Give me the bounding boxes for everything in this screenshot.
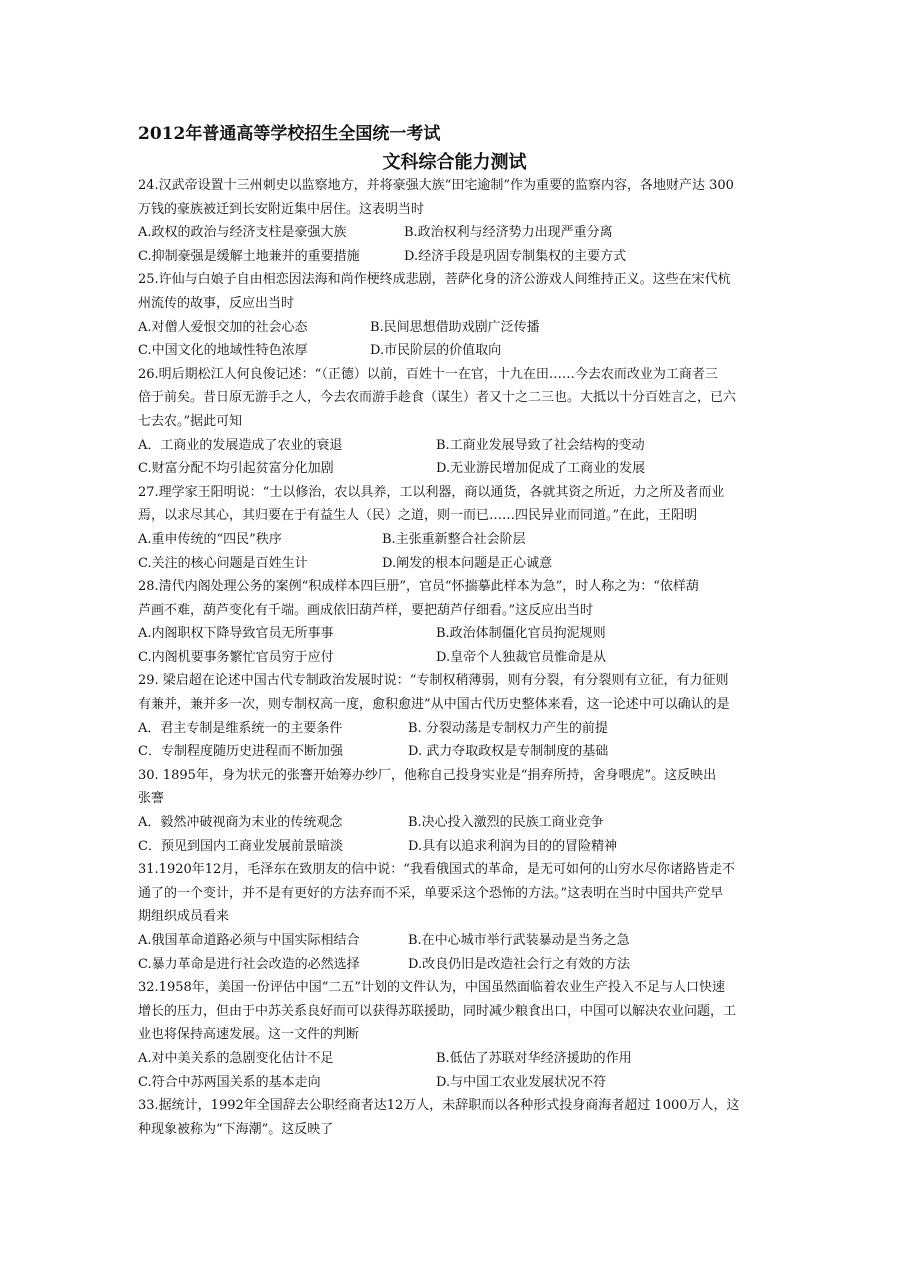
question-32 [138,976,774,1094]
question-stem [138,764,774,811]
answer-option-d: D.与中国工农业发展状况不符 [436,1074,607,1090]
question-stem-line: 30. 1895年，身为状元的张謇开始筹办纱厂，他称自己投身实业是“捐弃所持，舍身喂虎”。这反映出 [138,767,717,783]
question-stem [138,669,774,716]
question-29 [138,669,774,763]
question-stem [138,575,774,622]
question-stem-line: 29. 梁启超在论述中国古代专制政治发展时说：“专制权稍薄弱，则有分裂，有分裂则有立征，有力征则 [138,673,729,689]
answer-option-d: D.经济手段是巩固专制集权的主要方式 [404,248,627,264]
question-stem-line: 28.清代内阁处理公务的案例“积成样本四巨册”，官员“怀揣摹此样本为急”，时人称之为：“依样葫 [138,579,699,595]
exam-subtitle: 文科综合能力测试 [382,152,527,173]
answer-option-c: C.中国文化的地域性特色浓厚 [138,343,308,359]
answer-option-a: A.内阁职权下降导致官员无所事事 [138,626,334,642]
answer-option-b: B.政治权利与经济势力出现严重分离 [404,225,613,241]
question-stem-line: 31.1920年12月，毛泽东在致朋友的信中说：“我看俄国式的革命，是无可如何的山穷水尽你诸路皆走不 [138,862,735,878]
question-27 [138,481,774,575]
answer-option-a: A.对僧人爱恨交加的社会心态 [138,319,308,335]
answer-options [138,717,774,764]
question-stem-line: 26.明后期松江人何良俊记述：“（正德）以前，百姓十一在官，十九在田……今去农而改业为工商者三 [138,366,718,382]
answer-options [138,929,774,976]
question-stem [138,481,774,528]
question-stem-line: 有兼并，兼并多一次，则专制权高一度，愈积愈进”从中国古代历史整体来看，这一论述中可以确认的是 [138,697,730,713]
question-stem [138,363,774,434]
question-stem-line: 通了的一个变计，并不是有更好的方法弃而不采，单要采这个恐怖的方法。”这表明在当时中国共产党早 [138,885,724,901]
answer-option-c: C.暴力革命是进行社会改造的必然选择 [138,956,360,972]
question-stem-line: 24.汉武帝设置十三州刺史以监察地方，并将豪强大族“田宅逾制”作为重要的监察内容，各地财产达 300 [138,178,734,193]
question-31 [138,858,774,976]
question-stem-line: 25.许仙与白娘子自由相恋因法海和尚作梗终成悲剧，菩萨化身的济公游戏人间维持正义。这些在宋代杭 [138,272,731,288]
answer-option-a: A．毅然冲破视商为末业的传统观念 [138,815,343,831]
answer-option-b: B.决心投入激烈的民族工商业竞争 [408,815,604,831]
question-stem-line: 七去农。”据此可知 [138,413,243,429]
question-stem-line: 33.据统计，1992年全国辞去公职经商者达12万人，未辞职而以各种形式投身商海者超过 1000万人，这 [138,1098,740,1114]
answer-option-d: D.皇帝个人独裁官员惟命是从 [436,649,607,665]
answer-option-a: A．工商业的发展造成了农业的衰退 [138,437,343,453]
answer-option-d: D. 武力夺取政权是专制制度的基础 [408,744,609,760]
answer-options [138,622,774,669]
answer-option-d: D.无业游民增加促成了工商业的发展 [436,461,646,477]
answer-option-a: A.政权的政治与经济支柱是豪强大族 [138,225,347,241]
question-stem-line: 焉，以求尽其心，其归要在于有益生人（民）之道，则一而已……四民异业而同道。”在此，王阳明 [138,508,698,524]
answer-option-a: A.对中美关系的急剧变化估计不足 [138,1050,334,1066]
question-30 [138,764,774,858]
answer-option-b: B.主张重新整合社会阶层 [382,531,526,547]
question-stem-line: 张謇 [138,791,165,807]
answer-option-b: B.在中心城市举行武装暴动是当务之急 [408,933,630,948]
answer-options [138,528,774,575]
question-stem [138,268,774,315]
answer-option-b: B.民间思想借助戏剧广泛传播 [370,319,540,335]
answer-option-a: A.重申传统的“四民”秩序 [138,531,282,547]
answer-option-c: C.内阁机要事务繁忙官员穷于应付 [138,649,334,665]
answer-option-b: B.工商业发展导致了社会结构的变动 [436,437,645,453]
question-33 [138,1094,774,1141]
question-stem-line: 州流传的故事，反应出当时 [138,295,295,311]
answer-option-a: A．君主专制是维系统一的主要条件 [138,720,343,736]
question-stem-line: 芦画不难，葫芦变化有千端。画成依旧葫芦样，要把葫芦仔细看。”这反应出当时 [138,602,594,618]
question-25 [138,268,774,362]
answer-option-d: D.具有以追求利润为目的的冒险精神 [408,838,618,854]
question-28 [138,575,774,669]
answer-option-c: C．专制程度随历史进程而不断加强 [138,744,343,760]
question-stem-line: 种现象被称为“下海潮”。这反映了 [138,1121,334,1137]
exam-title: 2012年普通高等学校招生全国统一考试 [138,124,441,144]
question-24 [138,174,774,268]
answer-options [138,316,774,363]
answer-options [138,1047,774,1094]
answer-option-b: B. 分裂动荡是专制权力产生的前提 [408,720,608,736]
answer-option-c: C.抑制豪强是缓解土地兼并的重要措施 [138,248,360,264]
question-stem [138,858,774,929]
answer-option-d: D.改良仍旧是改造社会行之有效的方法 [408,956,631,972]
answer-options [138,221,774,268]
answer-option-d: D.阐发的根本问题是正心诚意 [382,555,553,571]
question-stem-line: 业也将保持高速发展。这一文件的判断 [138,1027,360,1043]
question-stem [138,174,774,221]
answer-option-b: B.政治体制僵化官员拘泥规则 [436,626,606,642]
question-stem [138,1094,774,1141]
answer-option-c: C.财富分配不均引起贫富分化加剧 [138,461,334,477]
question-stem-line: 增长的压力，但由于中苏关系良好而可以获得苏联援助，同时减少粮食出口，中国可以解决农业问题，工 [138,1003,737,1019]
answer-option-a: A.俄国革命道路必须与中国实际相结合 [138,933,360,948]
answer-options [138,811,774,858]
answer-option-c: C.符合中苏两国关系的基本走向 [138,1074,321,1090]
question-stem-line: 27.理学家王阳明说：“士以修治，农以具养，工以利器，商以通货，各就其资之所近，力之所及者而业 [138,484,725,500]
question-stem-line: 倍于前矣。昔日原无游手之人，今去农而游手趁食（谋生）者又十之二三也。大抵以十分百姓言之，已六 [138,390,737,406]
question-list [138,174,774,1141]
answer-option-c: C．预见到国内工商业发展前景暗淡 [138,838,343,854]
answer-option-d: D.市民阶层的价值取向 [370,343,502,359]
answer-option-b: B.低估了苏联对华经济援助的作用 [436,1050,632,1066]
question-stem-line: 32.1958年，美国一份评估中国“二五”计划的文件认为，中国虽然面临着农业生产投入不足与人口快速 [138,980,726,996]
answer-option-c: C.关注的核心问题是百姓生计 [138,555,308,571]
answer-options [138,434,774,481]
question-stem-line: 期组织成员看来 [138,909,230,925]
question-26 [138,363,774,481]
question-stem [138,976,774,1047]
question-stem-line: 万钱的豪族被迁到长安附近集中居住。这表明当时 [138,201,425,217]
